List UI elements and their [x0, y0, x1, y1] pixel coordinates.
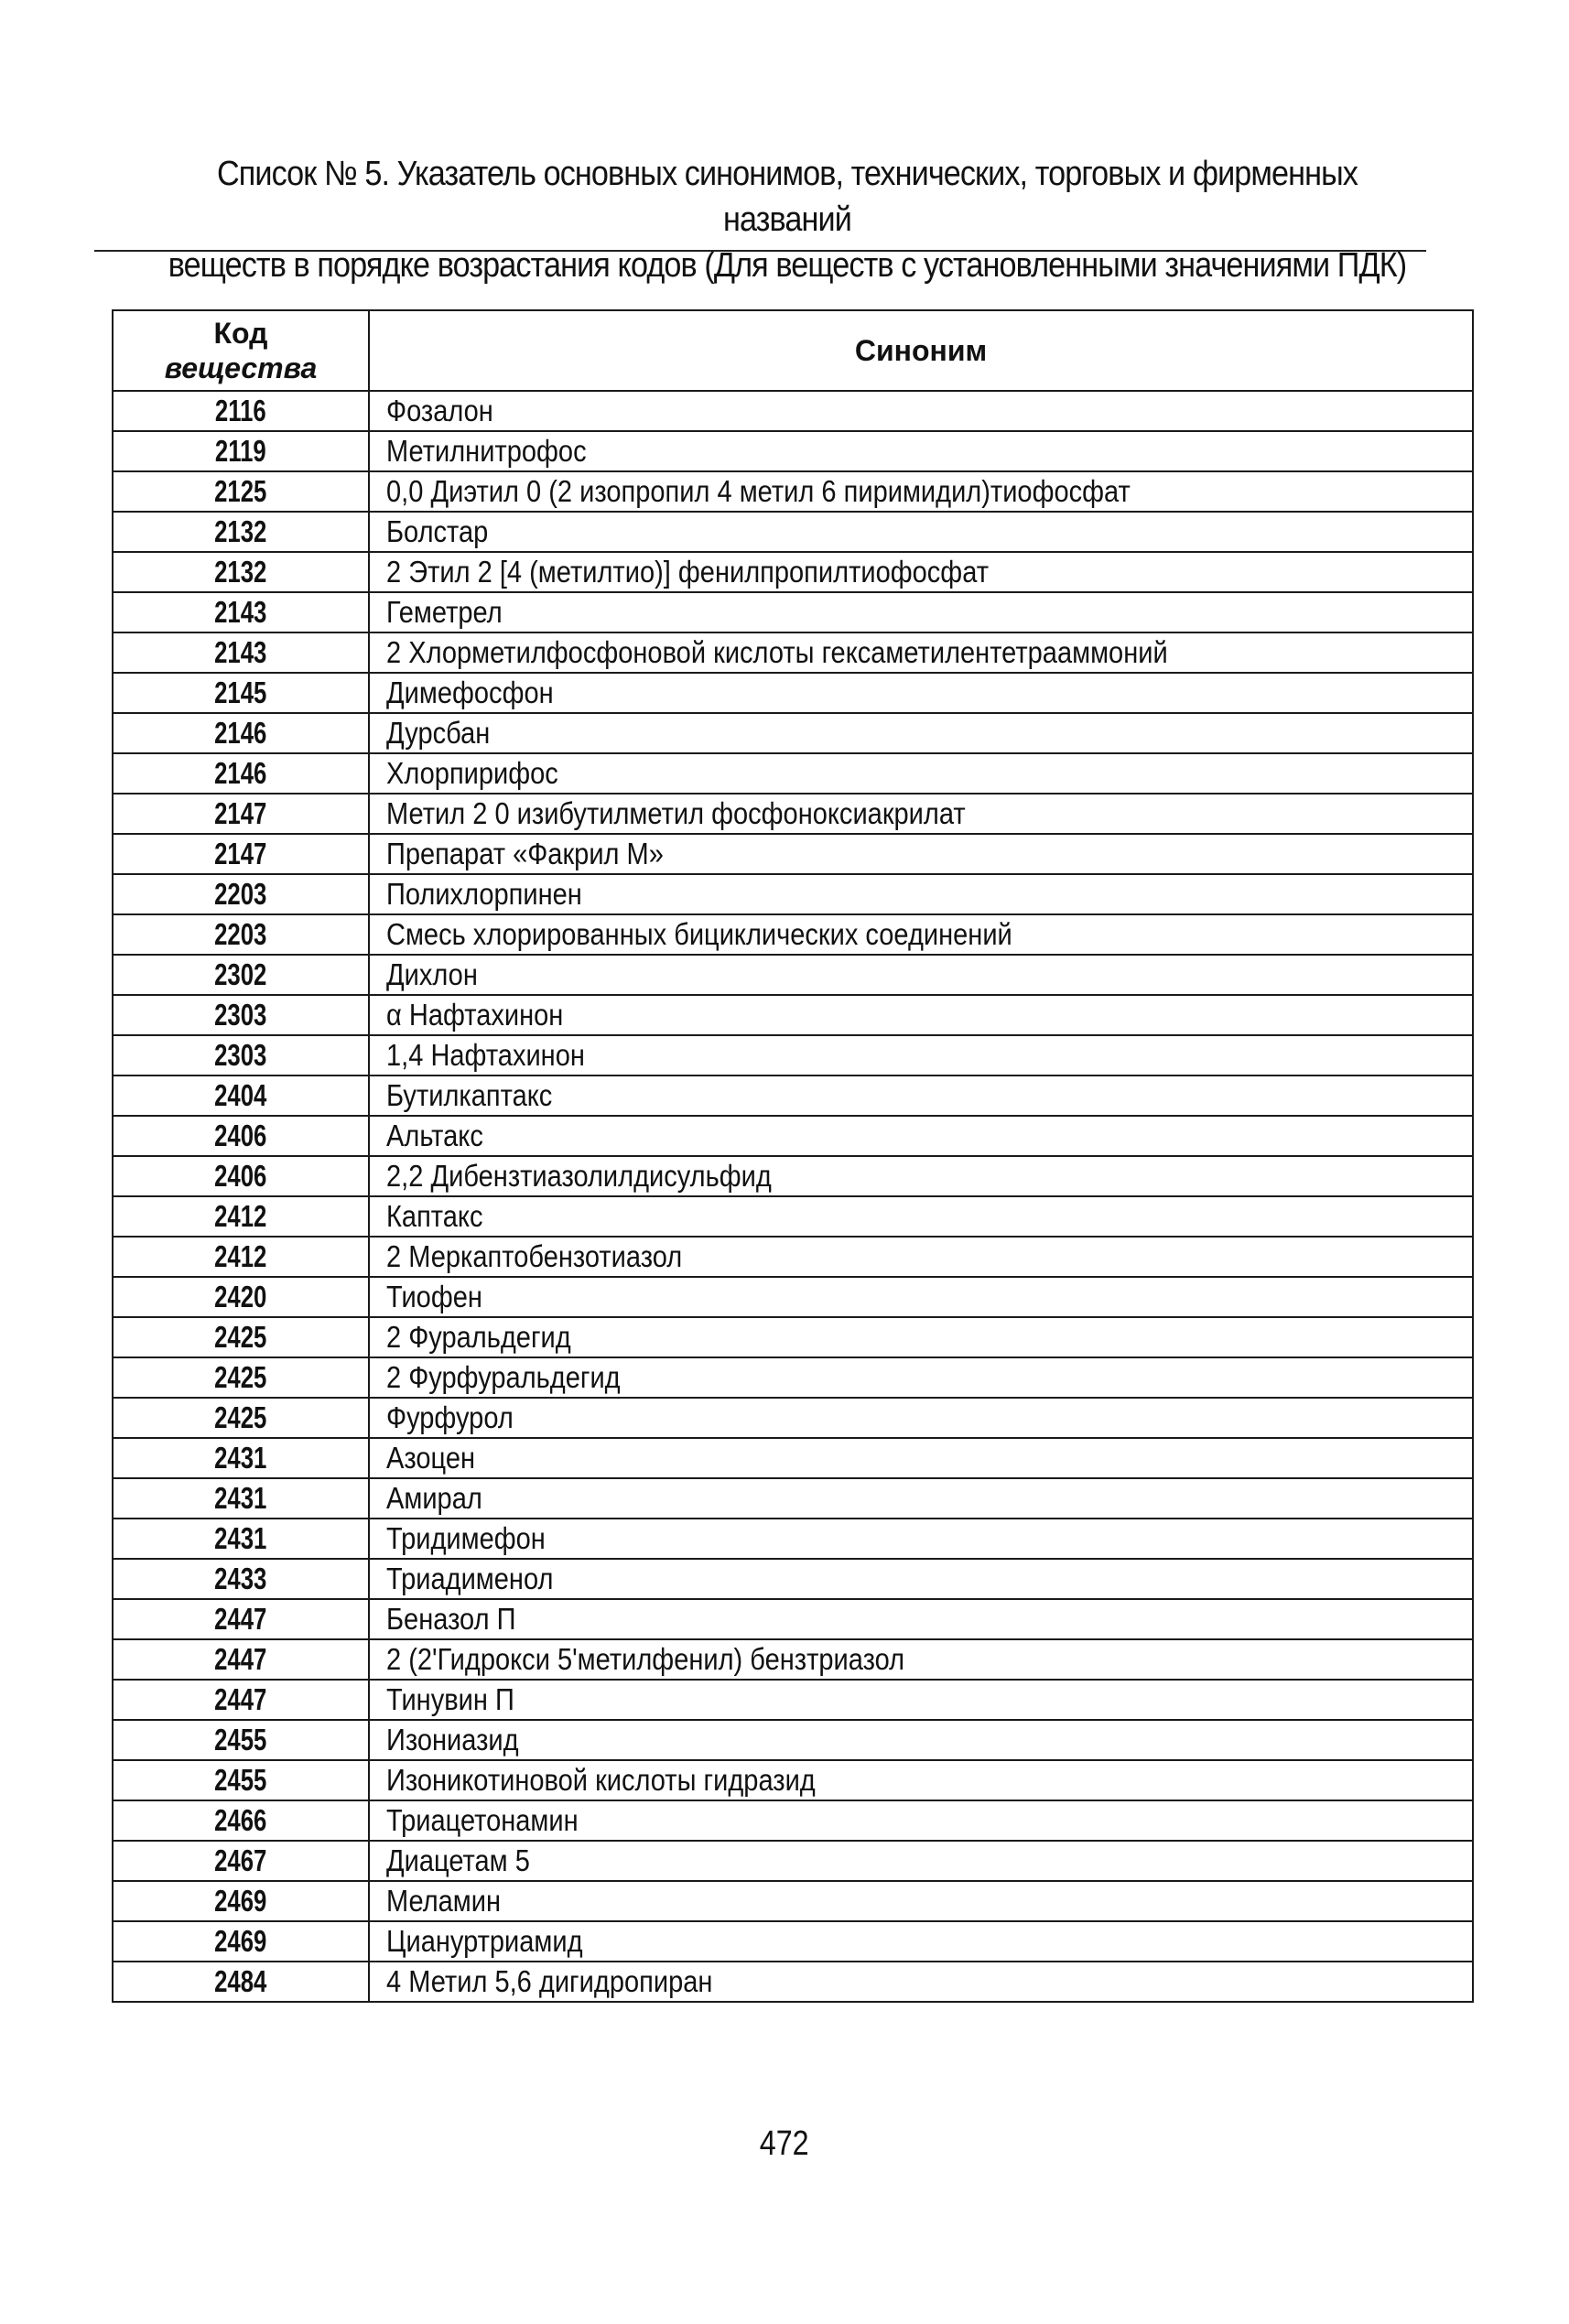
table-row: [113, 1760, 1473, 1800]
table-row: [113, 1438, 1473, 1478]
table-row: [113, 552, 1473, 592]
code-text: 2125: [214, 474, 267, 508]
cell-synonym: [369, 955, 1473, 995]
synonym-text: Амирал: [386, 1481, 482, 1515]
table-row: [113, 1398, 1473, 1438]
table-row: [113, 1720, 1473, 1760]
code-text: 2433: [214, 1562, 267, 1595]
cell-synonym: [369, 1519, 1473, 1559]
synonyms-table-container: [112, 309, 1472, 2003]
cell-synonym: [369, 713, 1473, 753]
synonym-text: Изоникотиновой кислоты гидразид: [386, 1763, 816, 1797]
heading-line-1: Список № 5. Указатель основных синонимов, технических, торговых и фирменных названий: [216, 155, 1358, 239]
table-row: [113, 1519, 1473, 1559]
cell-code: [113, 1881, 369, 1921]
table-row: [113, 1639, 1473, 1680]
cell-synonym: [369, 874, 1473, 914]
cell-synonym: [369, 673, 1473, 713]
code-text: 2455: [214, 1763, 267, 1797]
table-row: [113, 995, 1473, 1035]
cell-code: [113, 1277, 369, 1317]
code-text: 2406: [214, 1159, 267, 1193]
cell-synonym: [369, 1760, 1473, 1800]
cell-synonym: [369, 1076, 1473, 1116]
cell-synonym: [369, 1680, 1473, 1720]
table-row: [113, 592, 1473, 632]
cell-synonym: [369, 834, 1473, 874]
code-text: 2425: [214, 1360, 267, 1394]
code-text: 2203: [214, 877, 267, 911]
cell-synonym: [369, 1881, 1473, 1921]
synonym-text: Изониазид: [386, 1723, 519, 1757]
code-text: 2143: [214, 595, 267, 629]
cell-code: [113, 512, 369, 552]
cell-synonym: [369, 1639, 1473, 1680]
table-row: [113, 1921, 1473, 1962]
synonym-text: Смесь хлорированных бициклических соединений: [386, 917, 1012, 951]
cell-code: [113, 1519, 369, 1559]
page-heading: [161, 151, 1413, 288]
code-text: 2303: [214, 998, 267, 1032]
table-body: [113, 391, 1473, 2002]
page-number: [0, 2124, 1569, 2164]
synonym-text: Дурсбан: [386, 716, 491, 750]
cell-code: [113, 1076, 369, 1116]
code-text: 2425: [214, 1400, 267, 1434]
cell-synonym: [369, 1559, 1473, 1599]
synonym-text: 0,0 Диэтил 0 (2 изопропил 4 метил 6 пиримидил)тиофосфат: [386, 474, 1131, 508]
code-text: 2147: [214, 796, 267, 830]
code-text: 2469: [214, 1884, 267, 1918]
code-text: 2431: [214, 1521, 267, 1555]
table-row: [113, 632, 1473, 673]
cell-code: [113, 1962, 369, 2002]
table-row: [113, 1277, 1473, 1317]
code-text: 2447: [214, 1642, 267, 1676]
synonym-text: Дихлон: [386, 957, 478, 991]
synonym-text: 2 Этил 2 [4 (метилтио)] фенилпропилтиофосфат: [386, 555, 990, 589]
cell-code: [113, 632, 369, 673]
synonym-text: Циануртриамид: [386, 1924, 583, 1958]
table-row: [113, 1881, 1473, 1921]
code-text: 2404: [214, 1078, 267, 1112]
table-row: [113, 512, 1473, 552]
cell-code: [113, 713, 369, 753]
cell-code: [113, 1921, 369, 1962]
code-text: 2203: [214, 917, 267, 951]
synonym-text: Триацетонамин: [386, 1803, 579, 1837]
code-text: 2132: [214, 514, 267, 548]
code-text: 2466: [214, 1803, 267, 1837]
code-text: 2431: [214, 1481, 267, 1515]
cell-code: [113, 1398, 369, 1438]
table-row: [113, 1841, 1473, 1881]
cell-synonym: [369, 1317, 1473, 1357]
synonym-text: Тиофен: [386, 1280, 482, 1313]
table-row: [113, 471, 1473, 512]
table-row: [113, 1357, 1473, 1398]
cell-synonym: [369, 1962, 1473, 2002]
cell-synonym: [369, 1196, 1473, 1237]
cell-code: [113, 1156, 369, 1196]
synonym-text: Триадименол: [386, 1562, 554, 1595]
code-text: 2455: [214, 1723, 267, 1757]
cell-code: [113, 1035, 369, 1076]
cell-code: [113, 391, 369, 431]
synonym-text: Метил 2 0 изибутилметил фосфоноксиакрилат: [386, 796, 966, 830]
cell-code: [113, 1317, 369, 1357]
code-text: 2132: [214, 555, 267, 589]
cell-synonym: [369, 1035, 1473, 1076]
synonym-text: 2,2 Дибензтиазолилдисульфид: [386, 1159, 772, 1193]
header-code: [113, 310, 369, 391]
cell-code: [113, 1599, 369, 1639]
cell-synonym: [369, 552, 1473, 592]
cell-synonym: [369, 995, 1473, 1035]
table-row: [113, 1599, 1473, 1639]
cell-synonym: [369, 632, 1473, 673]
code-text: 2467: [214, 1843, 267, 1877]
synonym-text: Меламин: [386, 1884, 502, 1918]
table-row: [113, 1800, 1473, 1841]
cell-code: [113, 753, 369, 794]
header-code-line-2: вещества: [164, 351, 318, 384]
synonym-text: Тинувин П: [386, 1682, 514, 1716]
code-text: 2145: [214, 676, 267, 709]
cell-code: [113, 1196, 369, 1237]
table-row: [113, 391, 1473, 431]
header-synonym: Синоним: [369, 310, 1473, 391]
cell-synonym: [369, 1921, 1473, 1962]
synonym-text: 2 Хлорметилфосфоновой кислоты гексаметилентетрааммоний: [386, 635, 1168, 669]
synonym-text: Тридимефон: [386, 1521, 546, 1555]
cell-synonym: [369, 1398, 1473, 1438]
table-row: [113, 1116, 1473, 1156]
code-text: 2431: [214, 1441, 267, 1475]
heading-line-2: веществ в порядке возрастания кодов (Для веществ с установленными значениями ПДК): [168, 246, 1407, 285]
synonym-text: Геметрел: [386, 595, 503, 629]
code-text: 2146: [214, 756, 267, 790]
table-row: [113, 1196, 1473, 1237]
synonym-text: Беназол П: [386, 1602, 516, 1636]
synonym-text: 2 (2'Гидрокси 5'метилфенил) бензтриазол: [386, 1642, 905, 1676]
table-row: [113, 753, 1473, 794]
table-row: [113, 1962, 1473, 2002]
table-row: [113, 834, 1473, 874]
table-row: [113, 1035, 1473, 1076]
code-text: 2406: [214, 1119, 267, 1152]
cell-synonym: [369, 753, 1473, 794]
cell-code: [113, 1720, 369, 1760]
code-text: 2143: [214, 635, 267, 669]
code-text: 2484: [214, 1964, 267, 1998]
synonym-text: 2 Меркаптобензотиазол: [386, 1239, 683, 1273]
code-text: 2146: [214, 716, 267, 750]
cell-code: [113, 1357, 369, 1398]
synonym-text: 1,4 Нафтахинон: [386, 1038, 585, 1072]
table-row: [113, 794, 1473, 834]
cell-synonym: [369, 1800, 1473, 1841]
synonym-text: Хлорпирифос: [386, 756, 558, 790]
cell-code: [113, 1760, 369, 1800]
cell-synonym: [369, 431, 1473, 471]
table-row: [113, 1076, 1473, 1116]
cell-code: [113, 955, 369, 995]
table-row: [113, 431, 1473, 471]
synonyms-table: [112, 309, 1474, 2003]
cell-code: [113, 874, 369, 914]
cell-code: [113, 592, 369, 632]
code-text: 2420: [214, 1280, 267, 1313]
cell-synonym: [369, 1116, 1473, 1156]
synonym-text: Препарат «Факрил М»: [386, 837, 664, 870]
code-text: 2447: [214, 1682, 267, 1716]
table-row: [113, 1237, 1473, 1277]
synonym-text: Болстар: [386, 514, 489, 548]
cell-code: [113, 431, 369, 471]
cell-synonym: [369, 1599, 1473, 1639]
cell-code: [113, 552, 369, 592]
cell-code: [113, 1559, 369, 1599]
synonym-text: Метилнитрофос: [386, 434, 587, 468]
table-row: [113, 673, 1473, 713]
cell-synonym: [369, 1478, 1473, 1519]
code-text: 2116: [215, 394, 266, 427]
cell-code: [113, 1237, 369, 1277]
table-row: [113, 713, 1473, 753]
synonym-text: Фозалон: [386, 394, 493, 427]
cell-code: [113, 834, 369, 874]
synonym-text: α Нафтахинон: [386, 998, 564, 1032]
table-row: [113, 955, 1473, 995]
code-text: 2147: [214, 837, 267, 870]
cell-synonym: [369, 592, 1473, 632]
cell-code: [113, 1478, 369, 1519]
synonym-text: 2 Фурфуральдегид: [386, 1360, 621, 1394]
header-code-line-1: Код: [213, 317, 268, 350]
cell-synonym: [369, 794, 1473, 834]
cell-synonym: [369, 1438, 1473, 1478]
cell-synonym: [369, 1841, 1473, 1881]
table-header: [113, 310, 1473, 391]
synonym-text: Каптакс: [386, 1199, 483, 1233]
cell-code: [113, 794, 369, 834]
synonym-text: 4 Метил 5,6 дигидропиран: [386, 1964, 713, 1998]
cell-synonym: [369, 391, 1473, 431]
table-row: [113, 1317, 1473, 1357]
synonym-text: Полихлорпинен: [386, 877, 582, 911]
cell-synonym: [369, 914, 1473, 955]
cell-code: [113, 1639, 369, 1680]
synonym-text: Бутилкаптакс: [386, 1078, 553, 1112]
heading-divider: [94, 250, 1426, 252]
table-row: [113, 1156, 1473, 1196]
synonym-text: Фурфурол: [386, 1400, 514, 1434]
cell-code: [113, 1438, 369, 1478]
cell-synonym: [369, 471, 1473, 512]
cell-code: [113, 1841, 369, 1881]
code-text: 2412: [214, 1239, 267, 1273]
cell-code: [113, 1116, 369, 1156]
cell-synonym: [369, 1156, 1473, 1196]
cell-synonym: [369, 1720, 1473, 1760]
synonym-text: Альтакс: [386, 1119, 483, 1152]
synonym-text: Азоцен: [386, 1441, 476, 1475]
table-row: [113, 1559, 1473, 1599]
cell-code: [113, 995, 369, 1035]
header-row: [113, 310, 1473, 391]
code-text: 2425: [214, 1320, 267, 1354]
code-text: 2303: [214, 1038, 267, 1072]
table-row: [113, 1478, 1473, 1519]
page-number-text: 472: [760, 2124, 809, 2163]
table-row: [113, 914, 1473, 955]
code-text: 2412: [214, 1199, 267, 1233]
cell-code: [113, 673, 369, 713]
cell-synonym: [369, 512, 1473, 552]
synonym-text: Диацетам 5: [386, 1843, 530, 1877]
cell-code: [113, 471, 369, 512]
synonym-text: Димефосфон: [386, 676, 554, 709]
cell-code: [113, 914, 369, 955]
code-text: 2469: [214, 1924, 267, 1958]
table-row: [113, 874, 1473, 914]
cell-synonym: [369, 1237, 1473, 1277]
code-text: 2447: [214, 1602, 267, 1636]
cell-code: [113, 1800, 369, 1841]
code-text: 2119: [215, 434, 266, 468]
cell-code: [113, 1680, 369, 1720]
synonym-text: 2 Фуральдегид: [386, 1320, 571, 1354]
cell-synonym: [369, 1357, 1473, 1398]
table-row: [113, 1680, 1473, 1720]
cell-synonym: [369, 1277, 1473, 1317]
code-text: 2302: [214, 957, 267, 991]
